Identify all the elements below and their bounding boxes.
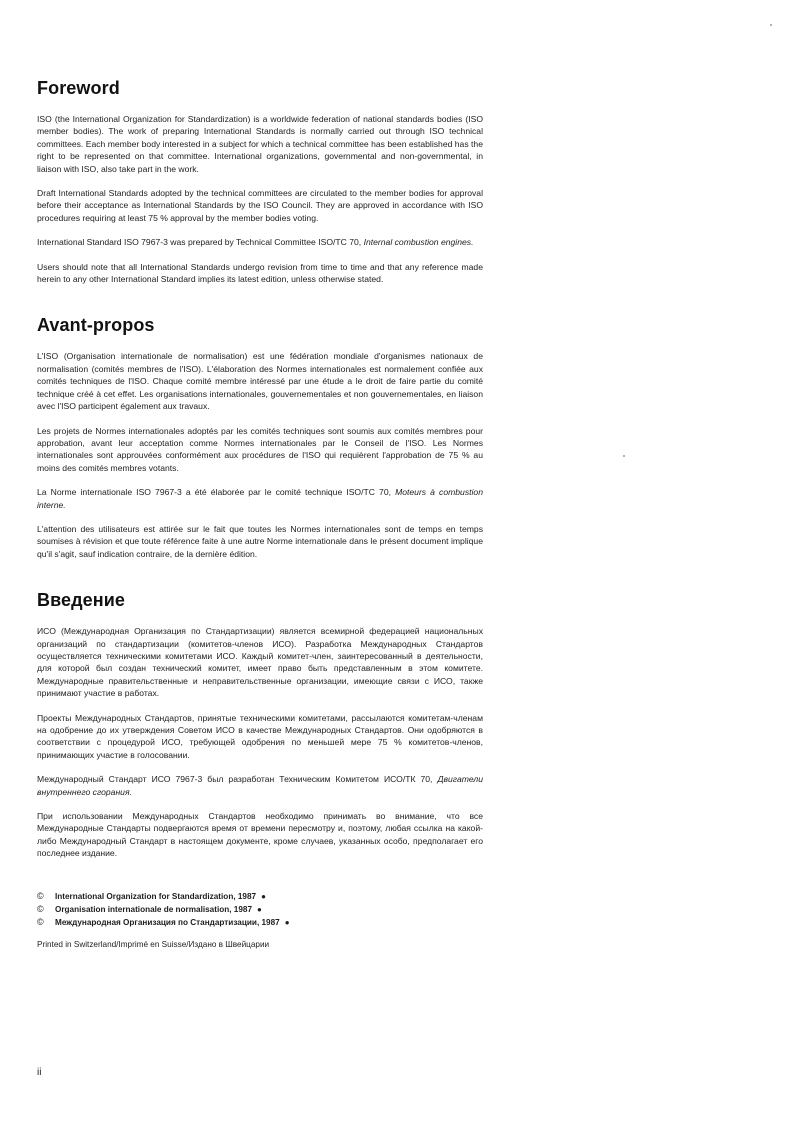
copyright-icon: © <box>37 903 44 914</box>
avant-propos-paragraph-1: L'ISO (Organisation internationale de normalisation) est une fédération mondiale d'organismes nationaux de normalisation (comités membres de l'ISO). L'élaboration des Normes internationales est normalement confiée aux comités techniques de l'ISO. Chaque comité membre intéressé par une étude a le droit de faire partie du comité technique créé à cet effet. Les organisations internationales, gouvernementales et non gouvernementales, en liaison avec l'ISO participent également aux travaux. <box>37 351 483 412</box>
vvedenie-paragraph-3 <box>37 773 483 798</box>
copyright-line-fr <box>37 903 483 916</box>
vvedenie-committee-title: Двигатели внутреннего сгорания. <box>37 774 483 797</box>
vvedenie-title: Введение <box>37 590 126 611</box>
copyright-block <box>37 890 483 949</box>
foreword-paragraph-3 <box>37 236 483 248</box>
foreword-committee-title: Internal combustion engines. <box>363 237 474 248</box>
avant-propos-committee-title: Moteurs à combustion interne. <box>37 487 483 510</box>
vvedenie-section <box>37 590 483 860</box>
bullet-dot-icon: ● <box>257 904 262 914</box>
avant-propos-paragraph-3-text: La Norme internationale ISO 7967-3 a été élaborée par le comité technique ISO/TC 70, <box>37 487 396 498</box>
foreword-paragraph-3-text: International Standard ISO 7967-3 was prepared by Technical Committee ISO/TC 70, <box>37 237 364 248</box>
avant-propos-section <box>37 315 483 560</box>
copyright-text-en: International Organization for Standardization, 1987 <box>55 891 257 901</box>
avant-propos-title: Avant-propos <box>37 315 155 336</box>
vvedenie-paragraph-1: ИСО (Международная Организация по Стандартизации) является всемирной федерацией национальных организаций по стандартизации (комитетов-членов ИСО). Разработка Международных Стандартов осуществляется техническими комитетами ИСО. Каждый комитет-член, заинтересованный в деятельности, для которой был создан технический комитет, имеет право быть представленным в этом комитете. Международные правительственные и неправительственные организации, имеющие связи с ИСО, также принимают участие в работах. <box>37 626 483 699</box>
copyright-text-fr: Organisation internationale de normalisation, 1987 <box>55 904 253 914</box>
scan-speck <box>623 455 625 457</box>
avant-propos-paragraph-3 <box>37 486 483 511</box>
foreword-paragraph-2: Draft International Standards adopted by the technical committees are circulated to the member bodies for approval before their acceptance as International Standards by the ISO Council. They are approved in accordance with ISO procedures requiring at least 75 % approval by the member bodies voting. <box>37 188 483 223</box>
vvedenie-paragraph-3-text: Международный Стандарт ИСО 7967-3 был разработан Техническим Комитетом ИСО/ТК 70, <box>37 774 438 785</box>
scan-speck <box>770 24 772 26</box>
page-number: ii <box>37 1067 42 1078</box>
foreword-paragraph-4: Users should note that all International Standards undergo revision from time to time and that any reference made herein to any other International Standard implies its latest edition, unless otherwise stated. <box>37 261 483 285</box>
copyright-icon: © <box>37 890 44 901</box>
foreword-title: Foreword <box>37 78 120 98</box>
avant-propos-paragraph-4: L'attention des utilisateurs est attirée sur le fait que toutes les Normes internationales sont de temps en temps soumises à révision et que toute référence faite à une autre Norme internationale dans le présent document implique qu'il s'agit, sauf indication contraire, de la dernière édition. <box>37 523 483 559</box>
copyright-line-ru <box>37 916 483 929</box>
bullet-dot-icon: ● <box>284 917 290 927</box>
bullet-dot-icon: ● <box>261 891 266 901</box>
foreword-section <box>37 78 483 285</box>
foreword-paragraph-1: ISO (the International Organization for Standardization) is a worldwide federation of national standards bodies (ISO member bodies). The work of preparing International Standards is normally carried out through ISO technical committees. Each member body interested in a subject for which a technical committee has been established has the right to be represented on that committee. International organizations, governmental and non-governmental, in liaison with ISO, also take part in the work. <box>37 114 483 174</box>
vvedenie-paragraph-2: Проекты Международных Стандартов, принятые техническими комитетами, рассылаются комитетам-членам на одобрение до их утверждения Советом ИСО в качестве Международных Стандартов. Они одобряются в соответствии с процедурой ИСО, требующей одобрения по меньшей мере 75 % комитетов-членов, принимающих участие в голосовании. <box>37 712 483 760</box>
copyright-text-ru: Международная Организация по Стандартизации, 1987 <box>55 917 280 927</box>
copyright-icon: © <box>37 916 44 927</box>
copyright-line-en <box>37 890 483 903</box>
avant-propos-paragraph-2: Les projets de Normes internationales adoptés par les comités techniques sont soumis aux comités membres pour approbation, avant leur acceptation comme Normes internationales par le Conseil de l'ISO. Les Normes internationales sont approuvées conformément aux procédures de l'ISO qui requièrent l'approbation de 75 % au moins des comités membres votants. <box>37 425 483 473</box>
page-content <box>37 78 483 949</box>
vvedenie-paragraph-4: При использовании Международных Стандартов необходимо принимать во внимание, что все Международные Стандарты подвергаются время от времени пересмотру и, поэтому, любая ссылка на какой-либо Международный Стандарт в настоящем документе, кроме случаев, указанных особо, предполагает его последнее издание. <box>37 811 483 859</box>
printed-in-note: Printed in Switzerland/Imprimé en Suisse/Издано в Швейцарии <box>37 939 270 949</box>
